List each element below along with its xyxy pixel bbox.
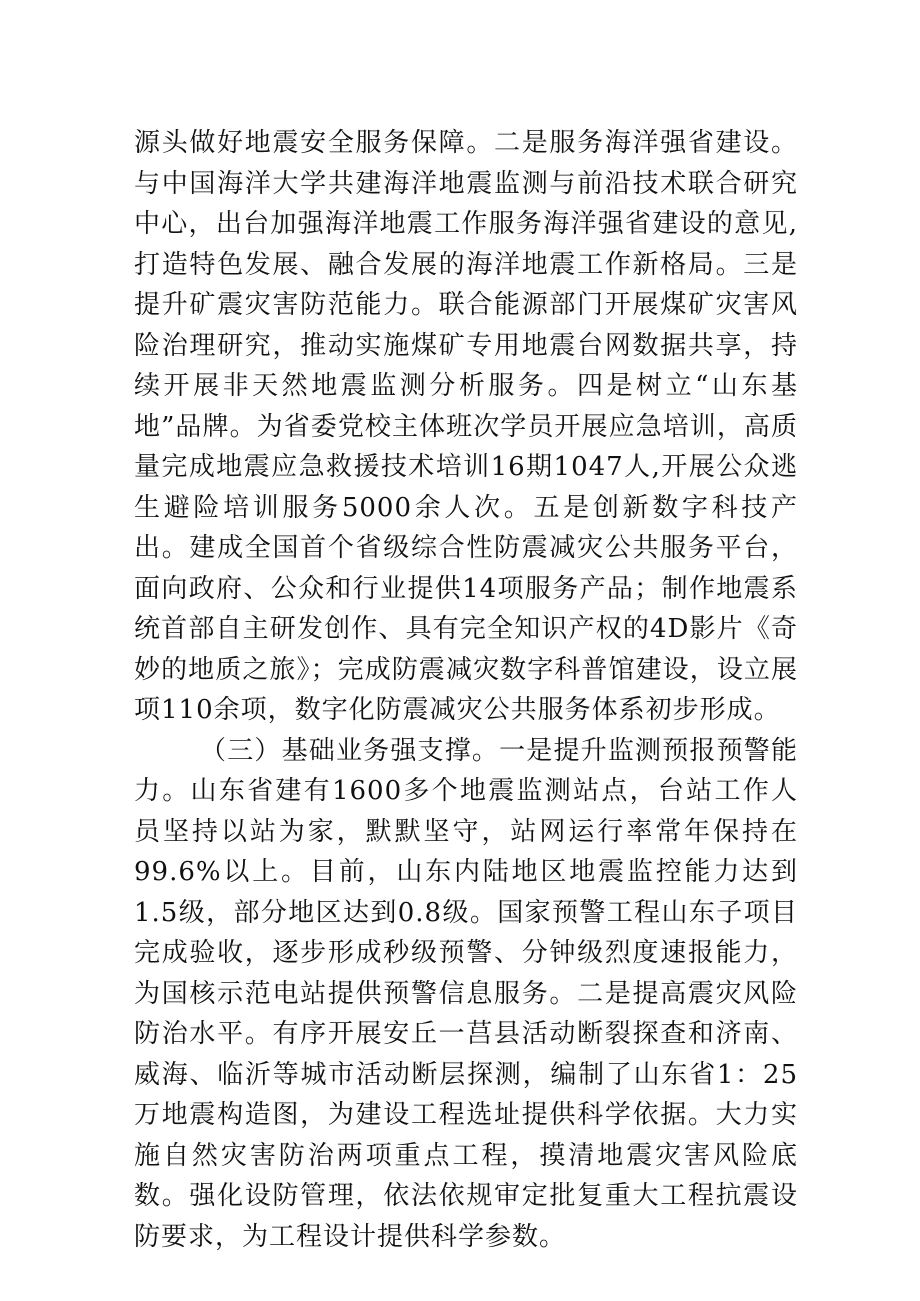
paragraph-basic-business: （三）基础业务强支撑。一是提升监测预报预警能力。山东省建有1600多个地震监测站点，台站工作人员坚持以站为家，默默坚守，站网运行率常年保持在99.6%以上。目前，山东内陆地区地震监控能力达到1.5级，部分地区达到0.8级。国家预警工程山东子项目完成验收，逐步形成秒级预警、分钟级烈度速报能力，为国核示范电站提供预警信息服务。二是提高震灾风险防治水平。有序开展安丘一莒县活动断裂探查和济南、威海、临沂等城市活动断层探测，编制了山东省1：25万地震构造图，为建设工程选址提供科学依据。大力实施自然灾害防治两项重点工程，摸清地震灾害风险底数。强化设防管理，依法依规审定批复重大工程抗震设防要求，为工程设计提供科学参数。	[134, 735, 798, 1252]
paragraph-continuation: 源头做好地震安全服务保障。二是服务海洋强省建设。与中国海洋大学共建海洋地震监测与前沿技术联合研究中心，出台加强海洋地震工作服务海洋强省建设的意见,打造特色发展、融合发展的海洋地震工作新格局。三是提升矿震灾害防范能力。联合能源部门开展煤矿灾害风险治理研究，推动实施煤矿专用地震台网数据共享，持续开展非天然地震监测分析服务。四是树立“山东基地”品牌。为省委党校主体班次学员开展应急培训，高质量完成地震应急救援技术培训16期1047人,开展公众逃生避险培训服务5000余人次。五是创新数字科技产出。建成全国首个省级综合性防震减灾公共服务平台，面向政府、公众和行业提供14项服务产品；制作地震系统首部自主研发创作、具有完全知识产权的4D影片《奇妙的地质之旅》；完成防震减灾数字科普馆建设，设立展项110余项，数字化防震减灾公共服务体系初步形成。	[134, 128, 798, 725]
document-body	[134, 123, 798, 1257]
